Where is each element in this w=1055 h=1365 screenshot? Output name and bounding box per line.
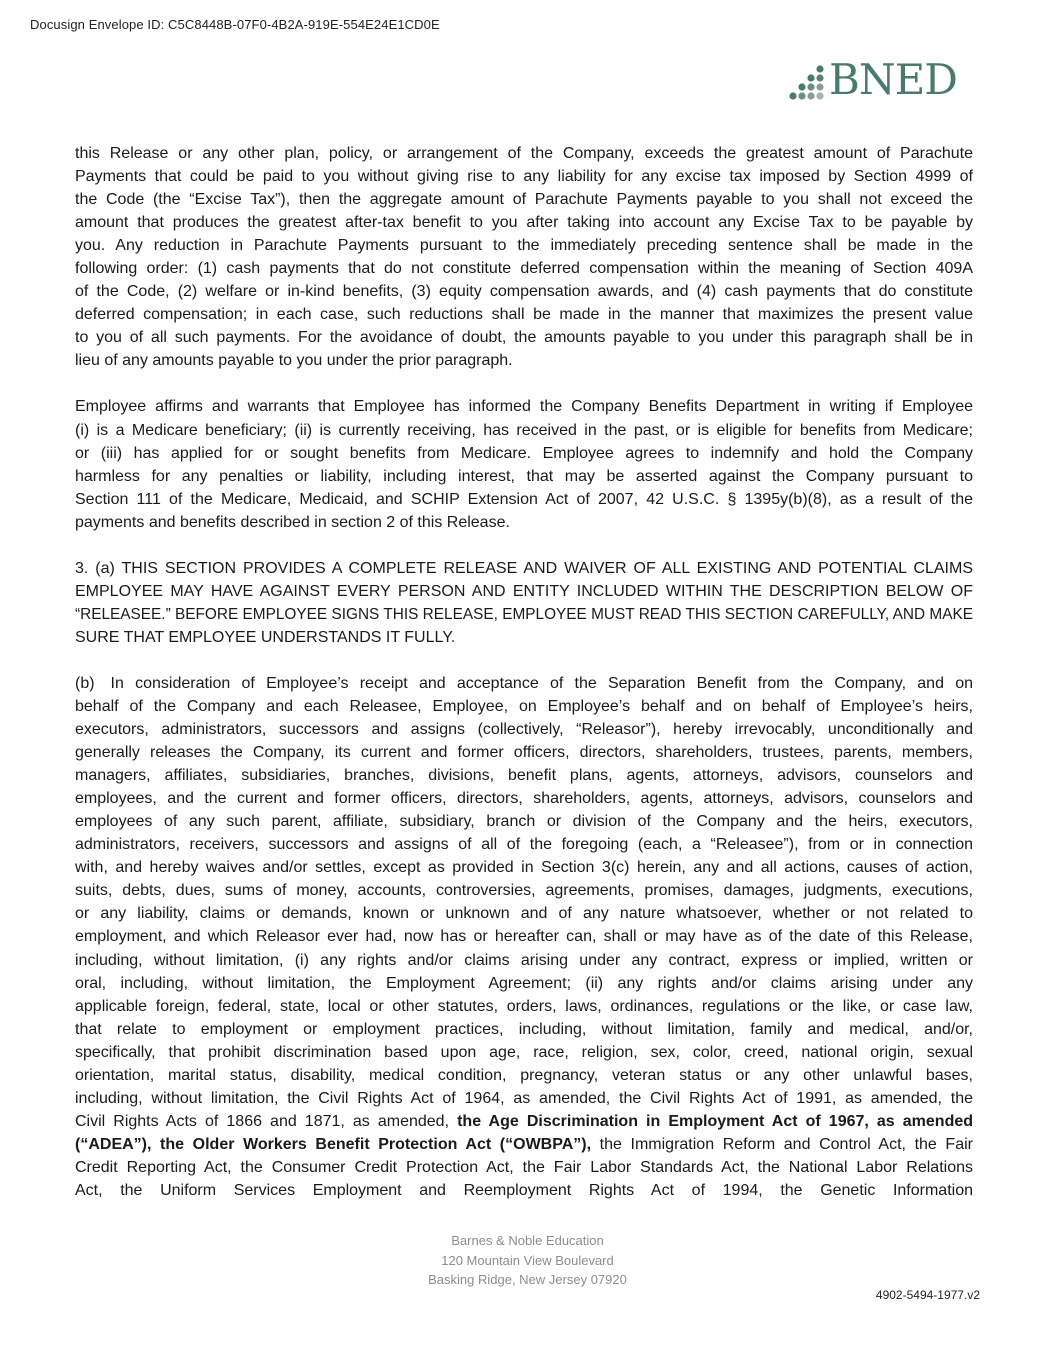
text-line: this Release or any other plan, policy, or arrangement of the Company, exceeds the greatest amount of Parachute	[75, 145, 973, 162]
page-footer-address	[0, 1231, 1055, 1290]
text-line: with, and hereby waives and/or settles, except as provided in Section 3(c) herein, any and all actions, causes of action,	[75, 859, 973, 877]
text-line: Credit Reporting Act, the Consumer Credit Protection Act, the Fair Labor Standards Act, the National Labor Relations	[75, 1158, 973, 1176]
text-line: (b) In consideration of Employee’s receipt and acceptance of the Separation Benefit from the Company, and on	[75, 674, 973, 692]
logo-dots-icon	[784, 64, 826, 100]
text-line: employees, and the current and former officers, directors, shareholders, agents, attorneys, advisors, counselors and	[75, 790, 973, 808]
text-line: 3. (a) THIS SECTION PROVIDES A COMPLETE RELEASE AND WAIVER OF ALL EXISTING AND POTENTIAL CLAIMS	[75, 559, 973, 577]
document-number: 4902-5494-1977.v2	[875, 1288, 980, 1302]
footer-company: Barnes & Noble Education	[451, 1233, 604, 1248]
text-line: “RELEASEE.” BEFORE EMPLOYEE SIGNS THIS RELEASE, EMPLOYEE MUST READ THIS SECTION CAREFULLY, AND MAKE	[75, 605, 973, 623]
text-line: you. Any reduction in Parachute Payments pursuant to the immediately preceding sentence shall be made in the	[75, 237, 973, 255]
text-line: Employee affirms and warrants that Employee has informed the Company Benefits Department in writing if Employee	[75, 398, 973, 416]
text-line: payments and benefits described in section 2 of this Release.	[75, 513, 510, 531]
document-body	[75, 142, 973, 1225]
text-line-owbpa	[75, 1133, 973, 1156]
text-line: or any liability, claims or demands, known or unknown and of any nature whatsoever, whether or not related to	[75, 905, 973, 923]
text-bold-owbpa: (“ADEA”), the Older Workers Benefit Protection Act (“OWBPA”),	[75, 1135, 592, 1153]
text-bold-adea: the Age Discrimination in Employment Act of 1967, as amended	[457, 1112, 974, 1130]
text-line: EMPLOYEE MAY HAVE AGAINST EVERY PERSON AND ENTITY INCLUDED WITHIN THE DESCRIPTION BELOW OF	[75, 582, 973, 600]
text-line: or (iii) has applied for or sought benefits from Medicare. Employee agrees to indemnify and hold the Company	[75, 444, 973, 462]
text-line: following order: (1) cash payments that do not constitute deferred compensation within the meaning of Section 409A	[75, 260, 973, 278]
text-line: executors, administrators, successors and assigns (collectively, “Releasor”), hereby irrevocably, unconditionally and	[75, 721, 973, 739]
text-line: generally releases the Company, its current and former officers, directors, shareholders, trustees, parents, members,	[75, 744, 973, 762]
docusign-envelope-id: Docusign Envelope ID: C5C8448B-07F0-4B2A-919E-554E24E1CD0E	[30, 17, 440, 32]
text-line: suits, debts, dues, sums of money, accounts, controversies, agreements, promises, damages, judgments, executions,	[75, 882, 973, 900]
text-line: managers, affiliates, subsidiaries, branches, divisions, benefit plans, agents, attorneys, advisors, counselors and	[75, 767, 973, 785]
text-line: Payments that could be paid to you without giving rise to any liability for any excise tax imposed by Section 4999 of	[75, 168, 973, 186]
text-normal: the Immigration Reform and Control Act, the Fair	[591, 1135, 973, 1153]
text-line: lieu of any amounts payable to you under the prior paragraph.	[75, 352, 513, 370]
text-line: deferred compensation; in each case, such reductions shall be made in the manner that maximizes the present value	[75, 306, 973, 324]
text-line: applicable foreign, federal, state, local or other statutes, orders, laws, ordinances, regulations or the like, or case law,	[75, 997, 973, 1015]
text-line: the Code (the “Excise Tax”), then the aggregate amount of Parachute Payments payable to you shall not exceed the	[75, 191, 973, 209]
text-line: behalf of the Company and each Releasee, Employee, on Employee’s behalf and on behalf of Employee’s heirs,	[75, 697, 973, 715]
text-line: SURE THAT EMPLOYEE UNDERSTANDS IT FULLY.	[75, 628, 456, 646]
text-line: Section 111 of the Medicare, Medicaid, and SCHIP Extension Act of 2007, 42 U.S.C. § 1395y(b)(8), as a result of the	[75, 490, 973, 508]
logo-text: BNED	[829, 55, 957, 104]
paragraph-parachute-payments	[75, 142, 973, 372]
text-line: to you of all such payments. For the avoidance of doubt, the amounts payable to you under this paragraph shall be in	[75, 329, 973, 347]
text-normal: Civil Rights Acts of 1866 and 1871, as amended,	[75, 1112, 458, 1130]
text-line: orientation, marital status, disability, medical condition, pregnancy, veteran status or any other unlawful bases,	[75, 1066, 973, 1084]
text-line: of the Code, (2) welfare or in-kind benefits, (3) equity compensation awards, and (4) cash payments that do constitute	[75, 283, 973, 301]
paragraph-medicare	[75, 395, 973, 533]
text-line: amount that produces the greatest after-tax benefit to you after taking into account any Excise Tax to be payable by	[75, 214, 973, 232]
footer-city: Basking Ridge, New Jersey 07920	[428, 1272, 627, 1287]
text-line: including, without limitation, (i) any rights and/or claims arising under any contract, express or implied, written or	[75, 951, 973, 969]
text-line: oral, including, without limitation, the Employment Agreement; (ii) any rights and/or claims arising under any	[75, 974, 973, 992]
text-line: that relate to employment or employment practices, including, without limitation, family and medical, and/or,	[75, 1020, 973, 1038]
text-line: specifically, that prohibit discrimination based upon age, race, religion, sex, color, creed, national origin, sexual	[75, 1043, 973, 1061]
text-line: (i) is a Medicare beneficiary; (ii) is currently receiving, has received in the past, or is eligible for benefits from Medicare;	[75, 421, 973, 439]
text-line: administrators, receivers, successors and assigns of all of the foregoing (each, a “Releasee”), from or in connection	[75, 836, 973, 854]
paragraph-section-3b	[75, 672, 973, 1202]
text-line-adea	[75, 1110, 973, 1133]
text-line: Act, the Uniform Services Employment and Reemployment Rights Act of 1994, the Genetic Information	[75, 1181, 973, 1199]
text-line: including, without limitation, the Civil Rights Act of 1964, as amended, the Civil Rights Act of 1991, as amended, the	[75, 1089, 973, 1107]
text-line: employment, and which Releasor ever had, now has or hereafter can, shall or may have as of the date of this Release,	[75, 928, 973, 946]
footer-street: 120 Mountain View Boulevard	[441, 1252, 614, 1268]
bned-logo	[784, 55, 957, 104]
text-line: employees of any such parent, affiliate, subsidiary, branch or division of the Company and the heirs, executors,	[75, 813, 973, 831]
text-line: harmless for any penalties or liability, including interest, that may be asserted against the Company pursuant to	[75, 467, 973, 485]
paragraph-section-3a	[75, 557, 973, 649]
